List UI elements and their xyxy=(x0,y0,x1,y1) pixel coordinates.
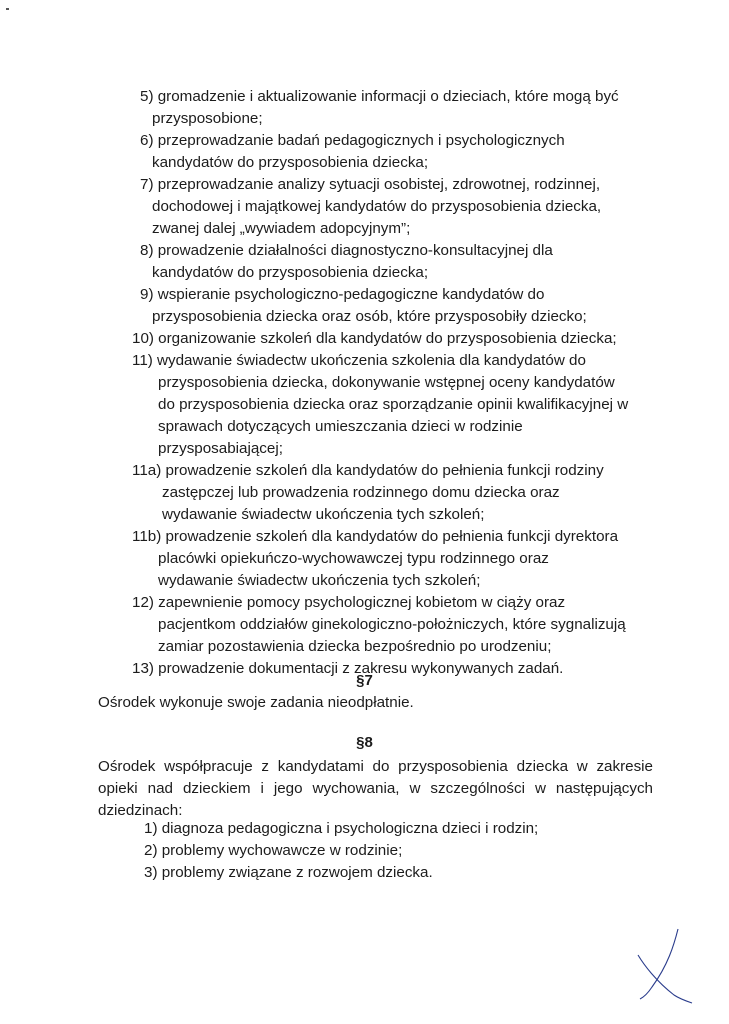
list-item-line: zastępczej lub prowadzenia rodzinnego domu dziecka oraz xyxy=(162,484,560,501)
list-item xyxy=(140,130,565,174)
section-7-heading: §7 xyxy=(356,672,373,689)
list-item-line: 11b) prowadzenie szkoleń dla kandydatów do pełnienia funkcji dyrektora xyxy=(132,528,619,545)
section-8-list xyxy=(144,818,644,884)
list-item xyxy=(132,350,629,460)
list-item xyxy=(132,592,626,658)
list-item-line: 10) organizowanie szkoleń dla kandydatów do przysposobienia dziecka; xyxy=(132,330,617,347)
list-item-line: kandydatów do przysposobienia dziecka; xyxy=(152,154,429,171)
list-item-line: 8) prowadzenie działalności diagnostyczno-konsultacyjnej dla xyxy=(140,242,553,259)
list-item-line: przysposobienia dziecka oraz osób, które przysposobiły dziecko; xyxy=(152,308,587,325)
section-8-heading: §8 xyxy=(356,734,373,751)
list-item-line: do przysposobienia dziecka oraz sporządzanie opinii kwalifikacyjnej w xyxy=(158,396,629,413)
section-8-line: opieki nad dzieckiem i jego wychowania, w szczególności w następujących xyxy=(98,780,653,797)
section-7-line: Ośrodek wykonuje swoje zadania nieodpłatnie. xyxy=(98,694,414,711)
list-item-line: przysposabiającej; xyxy=(158,440,283,457)
section-7-text xyxy=(98,692,653,714)
list-item-line: 12) zapewnienie pomocy psychologicznej kobietom w ciąży oraz xyxy=(132,594,566,611)
list-item-line: przysposobienia dziecka, dokonywanie wstępnej oceny kandydatów xyxy=(158,374,615,391)
section-8-item: 2) problemy wychowawcze w rodzinie; xyxy=(144,842,403,859)
list-item xyxy=(140,284,587,328)
list-item-line: dochodowej i majątkowej kandydatów do przysposobienia dziecka, xyxy=(152,198,602,215)
list-item-line: placówki opiekuńczo-wychowawczej typu rodzinnego oraz xyxy=(158,550,549,567)
section-8-item: 1) diagnoza pedagogiczna i psychologiczna dzieci i rodzin; xyxy=(144,820,539,837)
handwritten-signature xyxy=(630,925,700,1005)
list-item-line: przysposobione; xyxy=(152,110,263,127)
list-item-line: 9) wspieranie psychologiczno-pedagogiczne kandydatów do xyxy=(140,286,545,303)
list-item xyxy=(140,86,619,130)
list-item-line: wydawanie świadectw ukończenia tych szkoleń; xyxy=(162,506,485,523)
list-item-line: 6) przeprowadzanie badań pedagogicznych i psychologicznych xyxy=(140,132,565,149)
list-item-line: kandydatów do przysposobienia dziecka; xyxy=(152,264,429,281)
list-item-line: 5) gromadzenie i aktualizowanie informacji o dzieciach, które mogą być xyxy=(140,88,619,105)
list-item-line: zwanej dalej „wywiadem adopcyjnym”; xyxy=(152,220,411,237)
list-item xyxy=(132,526,619,592)
list-item-line: 7) przeprowadzanie analizy sytuacji osobistej, zdrowotnej, rodzinnej, xyxy=(140,176,601,193)
list-item-line: zamiar pozostawienia dziecka bezpośrednio po urodzeniu; xyxy=(158,638,552,655)
section-8-line: dziedzinach: xyxy=(98,802,183,819)
list-item-line: 11) wydawanie świadectw ukończenia szkolenia dla kandydatów do xyxy=(132,352,586,369)
list-item-line: 11a) prowadzenie szkoleń dla kandydatów do pełnienia funkcji rodziny xyxy=(132,462,604,479)
list-item-line: pacjentkom oddziałów ginekologiczno-położniczych, które sygnalizują xyxy=(158,616,626,633)
list-item-line: 13) prowadzenie dokumentacji z zakresu wykonywanych zadań. xyxy=(132,660,564,677)
section-8-line: Ośrodek współpracuje z kandydatami do przysposobienia dziecka w zakresie xyxy=(98,758,653,775)
list-item-line: sprawach dotyczących umieszczania dzieci w rodzinie xyxy=(158,418,523,435)
list-item xyxy=(132,460,604,526)
list-item-line: wydawanie świadectw ukończenia tych szkoleń; xyxy=(158,572,481,589)
scan-mark xyxy=(6,8,9,10)
section-8-paragraph xyxy=(98,756,653,822)
list-item xyxy=(140,174,601,240)
section-8-item: 3) problemy związane z rozwojem dziecka. xyxy=(144,864,433,881)
list-item xyxy=(132,328,617,350)
list-item xyxy=(140,240,553,284)
